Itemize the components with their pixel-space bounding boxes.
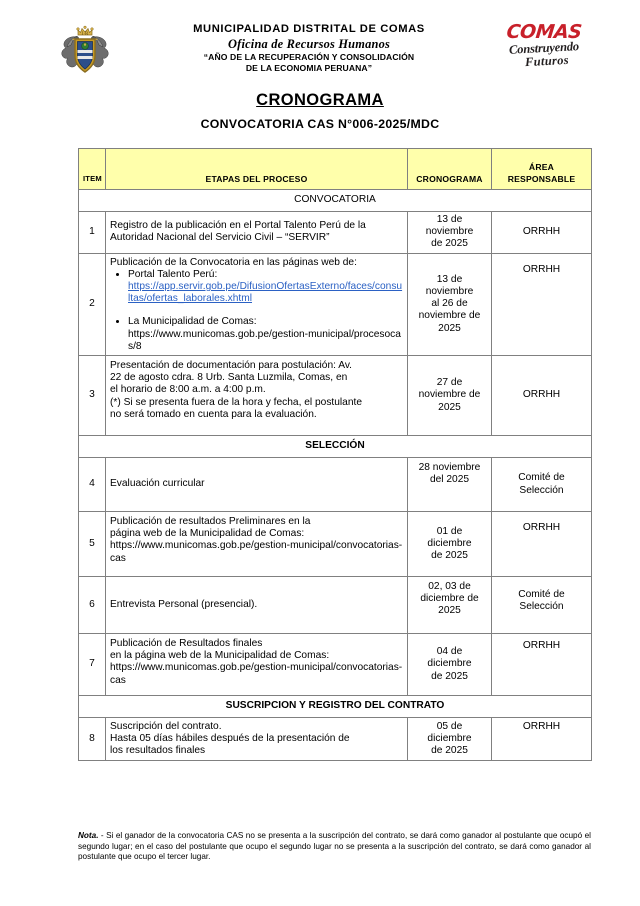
section-row-seleccion [79, 436, 592, 458]
portal-talento-peru-link[interactable]: https://app.servir.gob.pe/DifusionOfertasExterno/faces/consultas/ofertas_laborales.xhtml [128, 281, 403, 305]
etapa-line: 22 de agosto cdra. 8 Urb. Santa Luzmila, Comas, en [110, 372, 348, 384]
row-etapa [106, 212, 408, 254]
cronograma-line: al 26 de [431, 298, 468, 310]
row-item-number: 7 [79, 634, 106, 696]
brand-name: COMAS [505, 21, 583, 43]
row-etapa [106, 253, 408, 355]
column-header-item: ITEM [79, 149, 106, 190]
cronograma-line: 27 de [436, 377, 463, 389]
table-row [79, 634, 592, 696]
cronograma-line: 28 noviembre [418, 462, 481, 474]
bullet-label: La Municipalidad de Comas: [128, 316, 257, 328]
etapa-line: Hasta 05 días hábiles después de la presentación de [110, 733, 350, 745]
row-item-number: 4 [79, 458, 106, 512]
column-header-cronograma: CRONOGRAMA [408, 149, 492, 190]
section-label-convocatoria: CONVOCATORIA [79, 190, 592, 212]
column-header-etapas: ETAPAS DEL PROCESO [106, 149, 408, 190]
column-header-area-line2: RESPONSABLE [507, 173, 576, 184]
list-item [128, 316, 403, 353]
footer-note-text: - Si el ganador de la convocatoria CAS no se presenta a la suscripción del contrato, se dará como ganador al postulante que ocupó el segundo lugar; en el caso del postulante que ocupo el segundo lugar no se presenta a la suscripción del contrato, se dará como ganador al postulante que ocupo el tercer lugar. [78, 831, 591, 862]
resultados-preliminares-url: https://www.municomas.gob.pe/gestion-municipal/convocatorias-cas [110, 540, 403, 564]
area-line: Selección [519, 484, 564, 496]
cronograma-line: noviembre de [418, 310, 481, 322]
cronograma-line: 13 de [436, 273, 463, 285]
list-item [128, 269, 403, 306]
row-etapa [106, 634, 408, 696]
column-header-area-line1: ÁREA [528, 161, 555, 172]
etapa-line: Publicación de resultados Preliminares en la [110, 516, 311, 528]
table-row [79, 577, 592, 634]
table-row [79, 356, 592, 436]
area-line: Comité de [518, 472, 565, 484]
row-cronograma [408, 458, 492, 512]
etapa-line: Registro de la publicación en el Portal Talento Perú de la [110, 220, 366, 232]
row-item-number: 1 [79, 212, 106, 254]
row-item-number: 5 [79, 512, 106, 577]
etapa-line: el horario de 8:00 a.m. a 4:00 p.m. [110, 384, 266, 396]
row-cronograma [408, 253, 492, 355]
brand-tagline-line2: Futuros [524, 52, 570, 70]
cronograma-line: de 2025 [431, 670, 468, 682]
row-cronograma [408, 212, 492, 254]
bullet-label: Portal Talento Perú: [128, 268, 218, 280]
municipalidad-comas-url: https://www.municomas.gob.pe/gestion-municipal/procesocas/8 [128, 328, 401, 352]
cronograma-table-wrapper [78, 148, 591, 761]
cronograma-line: de 2025 [431, 745, 468, 757]
year-motto-line2: DE LA ECONOMIA PERUANA” [245, 63, 373, 73]
table-row [79, 212, 592, 254]
cronograma-line: diciembre [427, 733, 472, 745]
area-line: Comité de [518, 589, 565, 601]
etapa-line: no será tomado en cuenta para la evaluación. [110, 408, 317, 420]
header-text-block [122, 22, 496, 74]
row-cronograma [408, 577, 492, 634]
row-area-responsable [492, 458, 592, 512]
cronograma-line: 02, 03 de [428, 581, 471, 593]
comas-brand-logo [496, 22, 592, 68]
etapa-line: Suscripción del contrato. [110, 721, 222, 733]
document-header [0, 0, 640, 73]
row-area-responsable [492, 577, 592, 634]
row-etapa [106, 356, 408, 436]
year-motto-line1: “AÑO DE LA RECUPERACIÓN Y CONSOLIDACIÓN [203, 52, 415, 62]
table-row [79, 458, 592, 512]
section-row-suscripcion [79, 696, 592, 718]
cronograma-line: de 2025 [431, 238, 468, 250]
etapa-line: Presentación de documentación para postulación: Av. [110, 360, 353, 372]
table-header-row [79, 149, 592, 190]
office-name: Oficina de Recursos Humanos [227, 37, 391, 51]
etapa-bullet-list [110, 269, 403, 353]
section-label-suscripcion: SUSCRIPCION Y REGISTRO DEL CONTRATO [79, 696, 592, 718]
cronograma-line: 01 de [436, 525, 463, 537]
row-area-responsable: ORRHH [492, 718, 592, 761]
cronograma-table [78, 148, 592, 761]
row-item-number: 8 [79, 718, 106, 761]
cronograma-line: 13 de [436, 214, 463, 225]
page-subtitle: CONVOCATORIA CAS N°006-2025/MDC [200, 117, 440, 131]
section-label-seleccion: SELECCIÓN [79, 436, 592, 458]
coat-of-arms-icon [48, 22, 122, 82]
row-cronograma [408, 718, 492, 761]
cronograma-line: de 2025 [431, 550, 468, 562]
cronograma-line: noviembre [425, 286, 474, 298]
cronograma-line: diciembre [427, 658, 472, 670]
institution-name: MUNICIPALIDAD DISTRITAL DE COMAS [193, 23, 425, 35]
etapa-line: en la página web de la Municipalidad de Comas: [110, 650, 330, 662]
cronograma-line: noviembre [425, 226, 474, 238]
cronograma-line: 2025 [438, 322, 461, 334]
table-row [79, 718, 592, 761]
cronograma-line: del 2025 [429, 474, 470, 486]
etapa-line: (*) Si se presenta fuera de la hora y fecha, el postulante [110, 396, 363, 408]
row-etapa: Evaluación curricular [106, 458, 408, 512]
brand-tagline-line1: Construyendo [508, 39, 580, 57]
table-row [79, 512, 592, 577]
row-item-number: 2 [79, 253, 106, 355]
footer-note [78, 831, 591, 863]
row-area-responsable: ORRHH [492, 512, 592, 577]
cronograma-line: diciembre [427, 537, 472, 549]
row-item-number: 6 [79, 577, 106, 634]
section-row-convocatoria [79, 190, 592, 212]
row-cronograma [408, 356, 492, 436]
row-area-responsable: ORRHH [492, 356, 592, 436]
row-area-responsable: ORRHH [492, 212, 592, 254]
column-header-area-responsable [492, 149, 592, 190]
page-title: CRONOGRAMA [256, 91, 384, 109]
area-line: Selección [519, 601, 564, 613]
svg-text:I·R: I·R [81, 32, 89, 37]
footer-note-label: Nota. [78, 831, 99, 840]
cronograma-line: 04 de [436, 646, 463, 658]
row-etapa: Entrevista Personal (presencial). [106, 577, 408, 634]
row-cronograma [408, 634, 492, 696]
row-cronograma [408, 512, 492, 577]
row-etapa [106, 512, 408, 577]
row-item-number: 3 [79, 356, 106, 436]
row-area-responsable: ORRHH [492, 253, 592, 355]
cronograma-line: diciembre de [420, 593, 479, 605]
etapa-intro: Publicación de la Convocatoria en las páginas web de: [110, 256, 357, 268]
etapa-line: Autoridad Nacional del Servicio Civil – “SERVIR” [110, 232, 330, 244]
row-area-responsable: ORRHH [492, 634, 592, 696]
table-row [79, 253, 592, 355]
etapa-line: Publicación de Resultados finales [110, 638, 263, 650]
cronograma-line: noviembre de [418, 389, 481, 401]
cronograma-line: 2025 [438, 605, 461, 617]
cronograma-line: 05 de [436, 721, 463, 733]
cronograma-line: 2025 [438, 401, 461, 413]
row-etapa [106, 718, 408, 761]
title-block [0, 90, 640, 132]
resultados-finales-url: https://www.municomas.gob.pe/gestion-municipal/convocatorias-cas [110, 662, 403, 686]
etapa-line: página web de la Municipalidad de Comas: [110, 528, 305, 540]
etapa-line: los resultados finales [110, 745, 206, 757]
